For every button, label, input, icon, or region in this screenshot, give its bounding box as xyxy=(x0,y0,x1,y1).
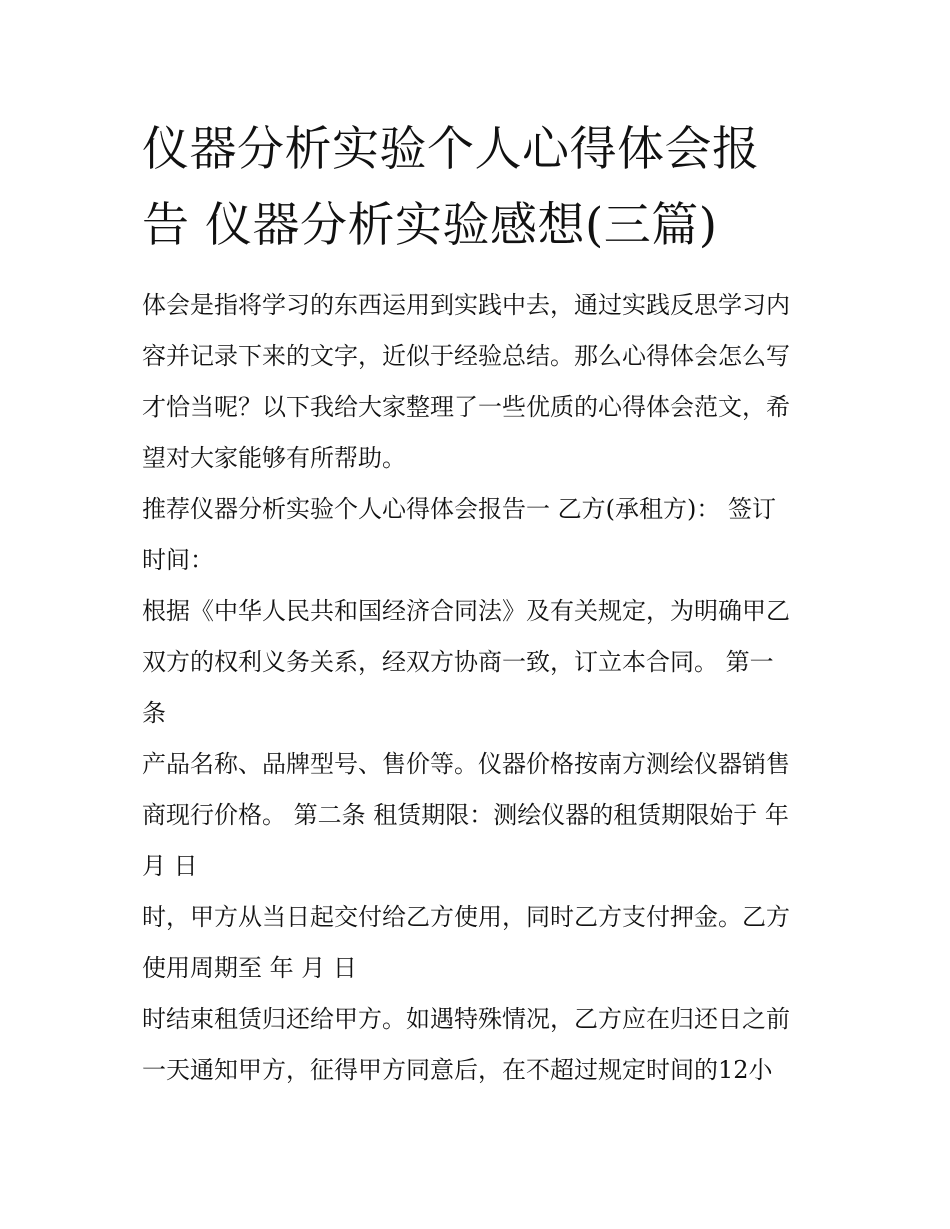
body-line-7: 根据《中华人民共和国经济合同法》及有关规定，为明确甲乙 xyxy=(142,597,790,625)
body-line-15: 时结束租赁归还给甲方。如遇特殊情况，乙方应在归还日之前 xyxy=(142,1005,790,1033)
body-line-1: 体会是指将学习的东西运用到实践中去，通过实践反思学习内 xyxy=(142,291,790,319)
document-title xyxy=(142,112,842,264)
body-line-6: 时间： xyxy=(142,546,214,574)
body-line-9: 条 xyxy=(142,699,166,727)
document-body xyxy=(142,280,832,1096)
body-line-2: 容并记录下来的文字，近似于经验总结。那么心得体会怎么写 xyxy=(142,342,790,370)
body-line-13: 时，甲方从当日起交付给乙方使用，同时乙方支付押金。乙方 xyxy=(142,903,790,931)
body-line-5: 推荐仪器分析实验个人心得体会报告一 乙方(承租方)： 签订 xyxy=(142,495,776,523)
body-line-14: 使用周期至 年 月 日 xyxy=(142,954,357,982)
body-line-16: 一天通知甲方，征得甲方同意后，在不超过规定时间的12小 xyxy=(142,1056,773,1084)
body-line-11: 商现行价格。 第二条 租赁期限：测绘仪器的租赁期限始于 年 xyxy=(142,801,789,829)
body-line-12: 月 日 xyxy=(142,852,198,880)
body-line-3: 才恰当呢？以下我给大家整理了一些优质的心得体会范文，希 xyxy=(142,393,790,421)
title-line-2: 告 仪器分析实验感想(三篇) xyxy=(142,198,718,253)
body-line-4: 望对大家能够有所帮助。 xyxy=(142,444,406,472)
body-line-8: 双方的权利义务关系，经双方协商一致，订立本合同。 第一 xyxy=(142,648,774,676)
title-line-1: 仪器分析实验个人心得体会报 xyxy=(142,122,760,177)
body-line-10: 产品名称、品牌型号、售价等。仪器价格按南方测绘仪器销售 xyxy=(142,750,790,778)
